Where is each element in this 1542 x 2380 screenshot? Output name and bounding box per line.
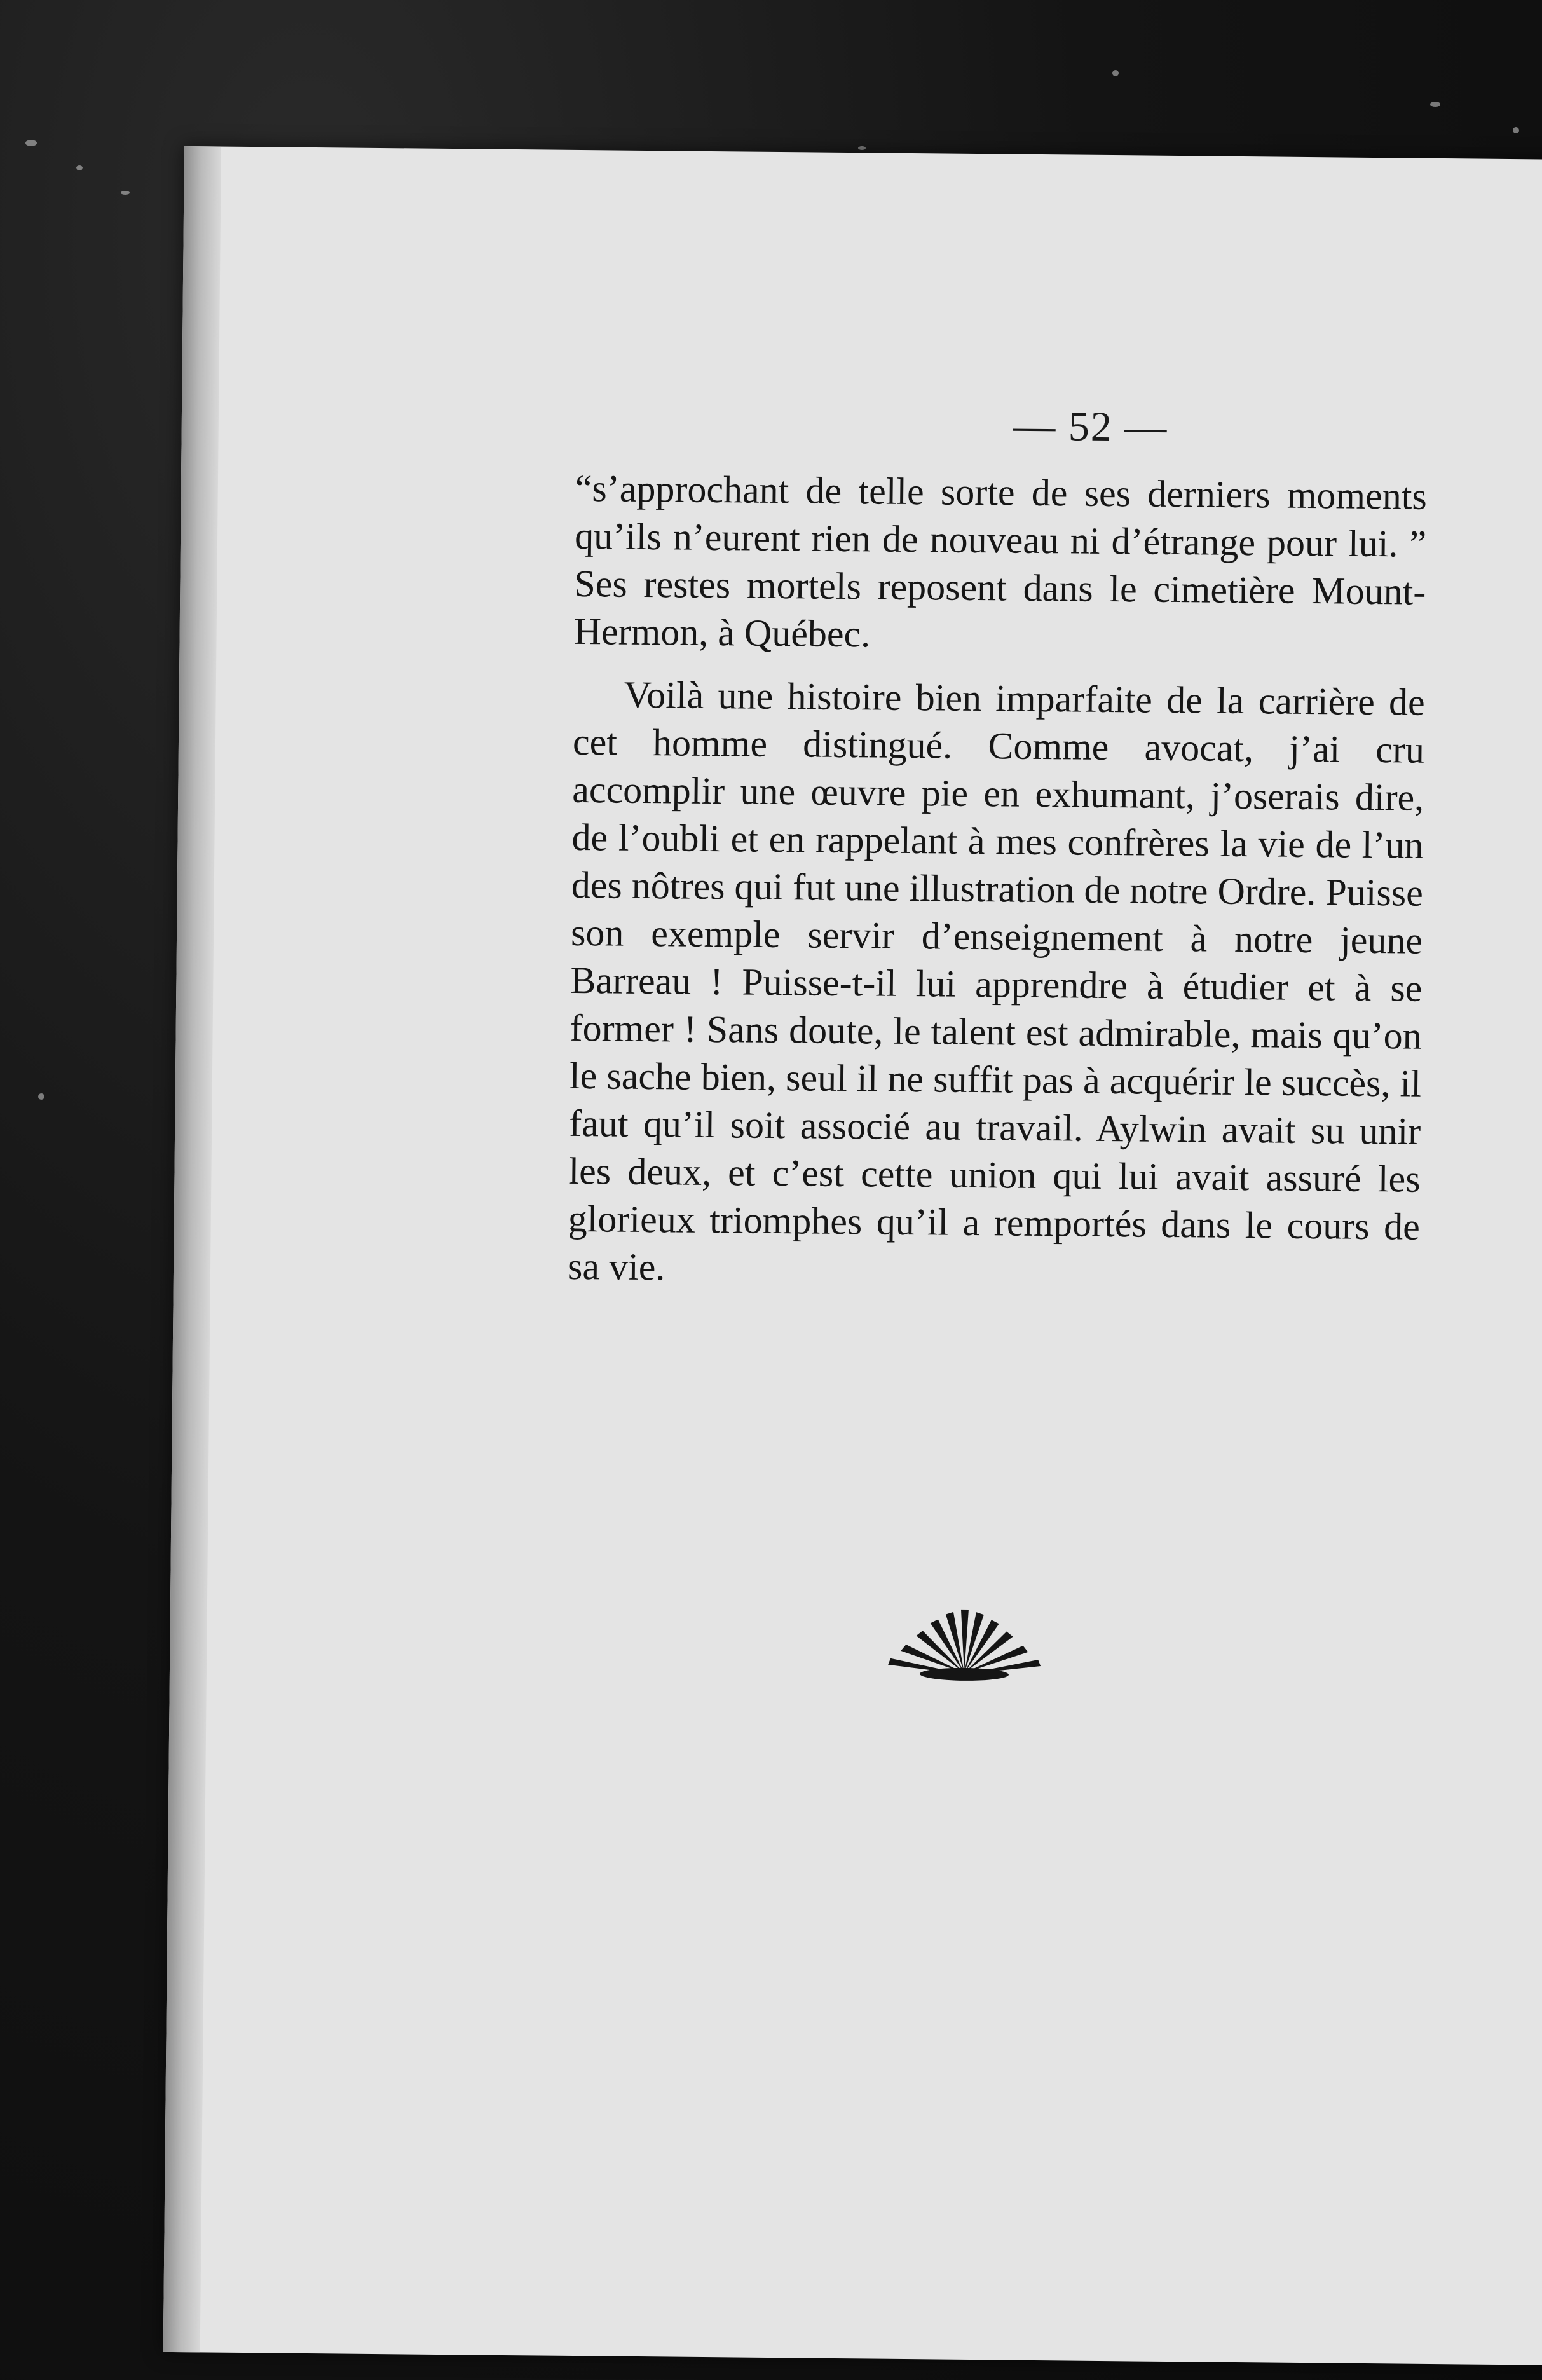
dust-speck — [1430, 102, 1440, 107]
dust-speck — [38, 1093, 44, 1100]
dust-speck — [25, 140, 37, 146]
dust-speck — [1513, 127, 1519, 133]
page-number: — 52 — — [1013, 402, 1168, 451]
paragraph: “s’approchant de telle sorte de ses derniers moments qu’ils n’eurent rien de nouveau ni d’étrange pour lui. ” Ses restes mortels reposent dans le cimetière Mount-Hermon, à Québec. — [573, 467, 1428, 655]
page-binding-edge — [163, 146, 221, 2352]
fleuron-icon — [882, 1596, 1047, 1686]
dust-speck — [1112, 70, 1119, 76]
dust-speck — [121, 191, 130, 195]
body-text — [568, 465, 1427, 1299]
paragraph: Voilà une histoire bien imparfaite de la carrière de cet homme distingué. Comme avocat, j’ai cru accomplir une œuvre pie en exhumant, j’oserais dire, de l’oubli et en rappelant à mes confrères la vie de l’un des nôtres qui fut une illustration de notre Ordre. Puisse son exemple servir d’enseignement à notre jeune Barreau ! Puisse-t-il lui apprendre à étudier et à se former ! Sans doute, le talent est admirable, mais qu’on le sache bien, seul il ne suffit pas à acquérir le succès, il faut qu’il soit associé au travail. Aylwin avait su unir les deux, et c’est cette union qui lui avait assuré les glorieux triomphes qu’il a remportés dans le cours de sa vie. — [567, 673, 1426, 1289]
dust-speck — [76, 165, 83, 170]
book-page — [163, 146, 1542, 2365]
dust-speck — [858, 146, 866, 150]
